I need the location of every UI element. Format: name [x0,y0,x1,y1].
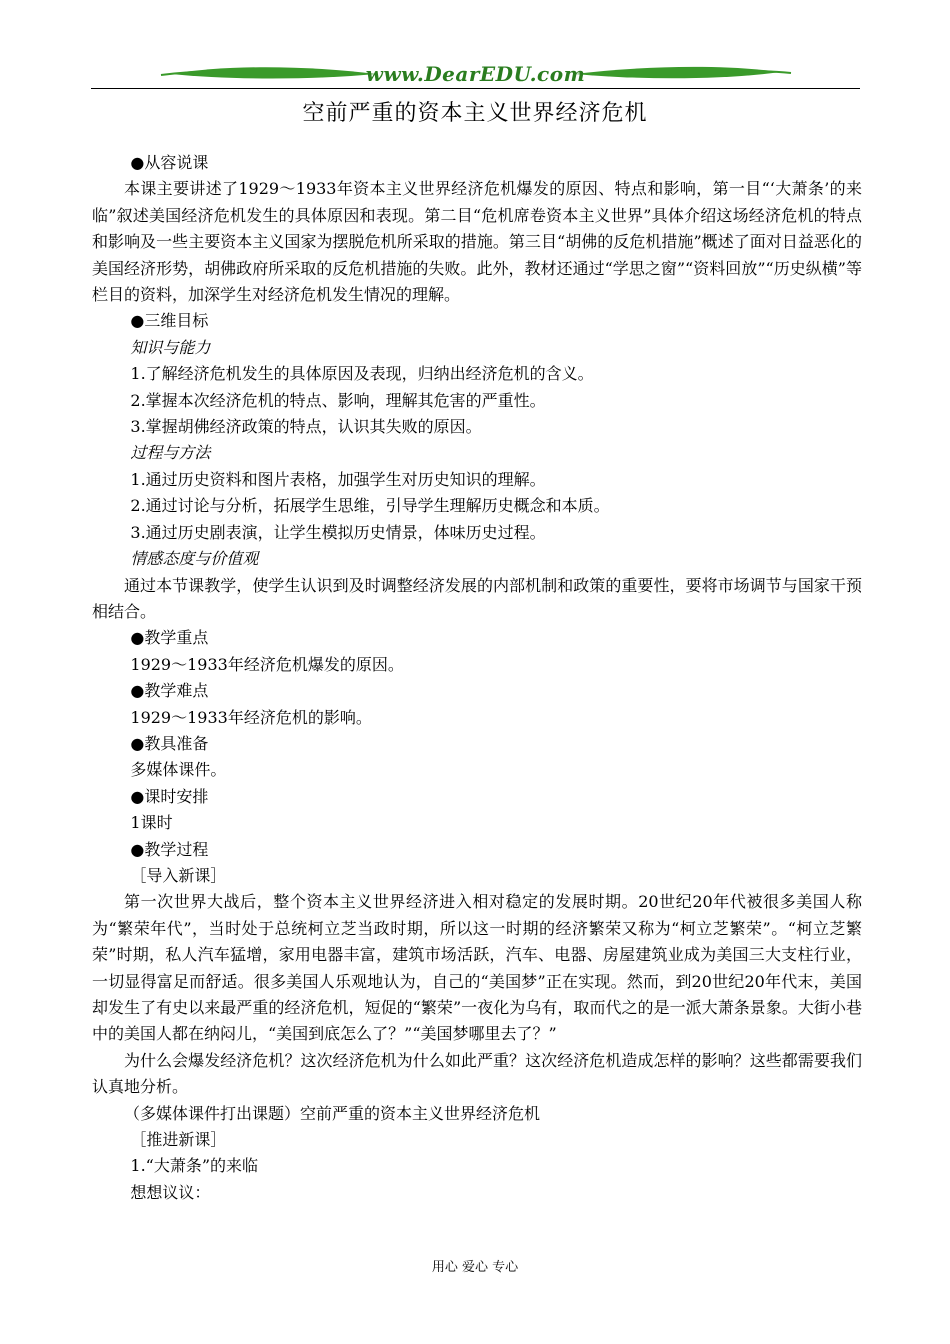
paragraph: ［导入新课］ [130,865,227,885]
paragraph: 本课主要讲述了1929～1933年资本主义世界经济危机爆发的原因、特点和影响，第一目“‘大萧条’的来临”叙述美国经济危机发生的具体原因和表现。第二目“危机席卷资本主义世界”具体介绍这场经济危机的特点和影响及一些主要资本主义国家为摆脱危机所采取的措施。第三目“胡佛的反危机措施”概述了面对日益恶化的美国经济形势，胡佛政府所采取的反危机措施的失败。此外，教材还通过“学思之窗”“资料回放”“历史纵横”等栏目的资料，加深学生对经济危机发生情况的理解。 [92,179,862,305]
paragraph: 多媒体课件。 [130,760,227,780]
subsection-heading: 情感态度与价值观 [130,549,259,569]
paragraph: 1课时 [130,813,173,833]
paragraph: 1929～1933年经济危机爆发的原因。 [130,654,404,674]
paragraph: 为什么会爆发经济危机？这次经济危机为什么如此严重？这次经济危机造成怎样的影响？这些都需要我们认真地分析。 [92,1050,862,1097]
section-heading: ●教学难点 [130,681,209,701]
section-heading: ●课时安排 [130,786,209,806]
paragraph: （多媒体课件打出课题）空前严重的资本主义世界经济危机 [124,1103,541,1123]
subsection-heading: 过程与方法 [130,443,211,463]
paragraph: 3.掌握胡佛经济政策的特点，认识其失败的原因。 [130,417,482,437]
paragraph: 通过本节课教学，使学生认识到及时调整经济发展的内部机制和政策的重要性，要将市场调节与国家干预相结合。 [92,575,862,621]
section-heading: ●教学过程 [130,839,209,859]
section-heading: ●从容说课 [130,153,209,172]
header-rule [91,88,860,89]
paragraph: 1.“大萧条”的来临 [130,1156,259,1176]
subsection-heading: 知识与能力 [130,337,211,357]
paragraph: 1929～1933年经济危机的影响。 [130,707,372,727]
page-header [91,58,860,90]
page-footer: 用心 爱心 专心 [431,1260,519,1275]
section-heading: ●教学重点 [130,628,209,648]
paragraph: 2.通过讨论与分析，拓展学生思维，引导学生理解历史概念和本质。 [130,496,610,516]
logo-text: www.DearEDU.com [365,62,586,86]
paragraph: ［推进新课］ [130,1130,227,1150]
paragraph: 想想议议： [130,1182,211,1202]
document-body [92,150,862,1206]
paragraph: 第一次世界大战后，整个资本主义世界经济进入相对稳定的发展时期。20世纪20年代被很多美国人称为“繁荣年代”，当时处于总统柯立芝当政时期，所以这一时期的经济繁荣又称为“柯立芝繁荣”。“柯立芝繁荣”时期，私人汽车猛增，家用电器丰富，建筑市场活跃，汽车、电器、房屋建筑业成为美国三大支柱行业，一切显得富足而舒适。很多美国人乐观地认为，自己的“美国梦”正在实现。然而，到20世纪20年代末，美国却发生了有史以来最严重的经济危机，短促的“繁荣”一夜化为乌有，取而代之的是一派大萧条景象。大街小巷中的美国人都在纳闷儿，“美国到底怎么了？”“美国梦哪里去了？” [92,892,862,1044]
paragraph: 1.了解经济危机发生的具体原因及表现，归纳出经济危机的含义。 [130,364,594,384]
document-title: 空前严重的资本主义世界经济危机 [302,101,648,126]
section-heading: ●教具准备 [130,733,209,753]
section-heading: ●三维目标 [130,311,209,331]
paragraph: 2.掌握本次经济危机的特点、影响，理解其危害的严重性。 [130,390,546,410]
paragraph: 1.通过历史资料和图片表格，加强学生对历史知识的理解。 [130,469,546,489]
paragraph: 3.通过历史剧表演，让学生模拟历史情景，体味历史过程。 [130,522,546,542]
